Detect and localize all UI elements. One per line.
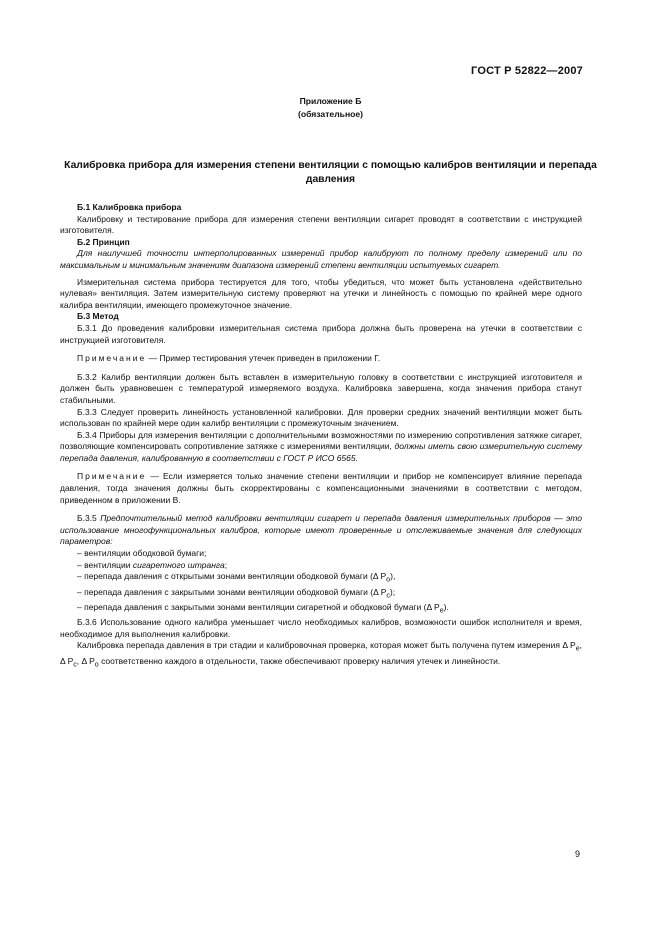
- final-text: соответственно каждого в отдельности, также обеспечивают проверку наличия утечек и линейности.: [98, 655, 501, 666]
- list-item-text: – вентиляции: [77, 559, 133, 570]
- heading-b3: Б.3 Метод: [77, 311, 119, 322]
- note-1-text: — Пример тестирования утечек приведен в приложении Г.: [148, 353, 381, 364]
- b35-text: Предпочтительный метод калибровки вентиляции сигарет и перепада давления измерительных приборов — это использование многофункциональных калибров, которые имеют проверенные и отслеживаемые значения для следующих параметров:: [60, 513, 582, 547]
- paragraph-b35: [60, 513, 582, 548]
- heading-b2: Б.2 Принцип: [77, 236, 130, 247]
- subscript: е: [439, 606, 444, 615]
- list-item-punct: ;: [224, 559, 228, 570]
- paragraph-b36: Б.3.6 Использование одного калибра уменьшает число необходимых калибров, возможности ошибок исполнителя и время, необходимое для выполнения калибровки.: [60, 617, 582, 639]
- b34-italic-text: должны иметь свою измерительную систему перепада давления, калиброванную в соответствии с ГОСТ Р ИСО 6565.: [60, 441, 582, 463]
- subscript: о: [94, 660, 99, 669]
- note-1: [60, 353, 582, 365]
- note-2-text: — Если измеряется только значение степени вентиляции и прибор не компенсирует влияние перепада давления, тогда значения должны быть скорректированы с компенсационными значениями в соответствии с методом, приведенном в приложении В.: [60, 471, 582, 505]
- subscript: с: [386, 591, 390, 600]
- delta-p: Δ P: [562, 640, 576, 651]
- heading-b1: Б.1 Калибровка прибора: [77, 202, 182, 212]
- note-2: [60, 471, 582, 506]
- list-item: [60, 560, 582, 572]
- subscript: с: [73, 660, 77, 669]
- subscript: о: [386, 575, 391, 584]
- separator: ,: [76, 655, 82, 666]
- separator: ,: [579, 640, 582, 651]
- list-item-punct: );: [389, 586, 396, 597]
- page-number: 9: [574, 849, 580, 859]
- delta-p: Δ P: [60, 655, 74, 666]
- paragraph-b31: Б.3.1 До проведения калибровки измерительная система прибора должна быть проверена на утечки в соответствии с инструкцией изготовителя.: [60, 322, 582, 345]
- list-item: [60, 602, 582, 617]
- note-2-label: Примечание: [77, 471, 147, 482]
- list-item-italic: сигаретного штранга: [132, 559, 225, 570]
- final-text: Калибровка перепада давления в три стадии и калибровочная проверка, которая может быть получена путем измерения: [77, 640, 563, 651]
- paragraph-b34: [60, 430, 582, 465]
- list-item-punct: ).: [443, 601, 449, 612]
- list-item-text: – перепада давления с открытыми зонами вентиляции ободковой бумаги (Δ P: [77, 571, 387, 582]
- paragraph-final: [60, 640, 582, 671]
- delta-p: Δ P: [81, 655, 95, 666]
- list-item-punct: ),: [390, 571, 396, 582]
- paragraph-b33: Б.3.3 Следует проверить линейность установленной калибровки. Для проверки средних значений вентиляции может быть использован по крайней мере один калибр вентиляции с промежуточным значением.: [60, 406, 582, 429]
- list-item-text: – перепада давления с закрытыми зонами вентиляции сигаретной и ободковой бумаги (Δ P: [77, 601, 440, 612]
- b35-number: Б.3.5: [77, 513, 97, 524]
- paragraph-b1: Калибровку и тестирование прибора для измерения степени вентиляции сигарет проводят в соответствии с инструкцией изготовителя.: [60, 213, 582, 236]
- paragraph-b32: Б.3.2 Калибр вентиляции должен быть вставлен в измерительную головку в соответствии с инструкцией изготовителя и должен быть уравновешен с температурой измеряемого воздуха. Калибровка завершена, когда значения прибора станут стабильными.: [60, 371, 582, 405]
- list-item: – вентиляции ободковой бумаги;: [77, 548, 207, 559]
- appendix-title: Приложение Б: [299, 96, 362, 106]
- document-body: [60, 202, 582, 671]
- list-item: [60, 587, 582, 602]
- paragraph-b2-system: Измерительная система прибора тестируется для того, чтобы убедиться, что может быть установлена «действительно нулевая» вентиляция. Затем измерительную систему проверяют на утечки и линейность с помощью по крайней мере одного калибра вентиляции, имеющего промежуточное значение.: [60, 276, 582, 310]
- section-title: Калибровка прибора для измерения степени вентиляции с помощью калибров вентиляции и перепада давления: [64, 160, 597, 185]
- paragraph-b2-principle: Для наилучшей точности интерполированных измерений прибор калибруют по полному пределу измерений или по максимальным и минимальным значениям диапазона измерений степени вентиляции испытуемых сигарет.: [60, 248, 582, 270]
- list-item: [60, 571, 582, 586]
- appendix-type: (обязательное): [297, 109, 364, 119]
- list-item-text: – перепада давления с закрытыми зонами вентиляции ободковой бумаги (Δ P: [77, 586, 387, 597]
- document-header: ГОСТ Р 52822—2007: [471, 65, 583, 77]
- note-1-label: Примечание: [77, 353, 147, 364]
- b34-text: Б.3.4 Приборы для измерения вентиляции с дополнительными возможностями по измерению сопротивления затяжке сигарет, позволяющие компенсировать сопротивление затяжке с измерениями вентиляции,: [60, 429, 582, 452]
- subscript: е: [575, 644, 580, 653]
